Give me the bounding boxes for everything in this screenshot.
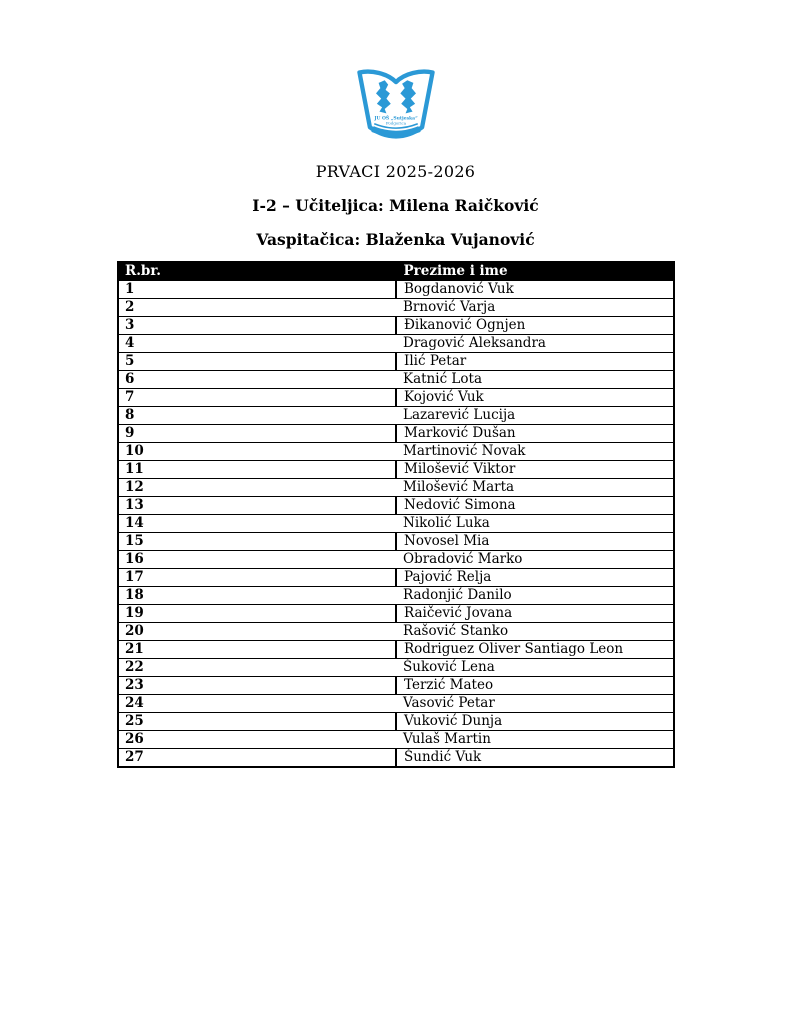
row-number: 6 [118,371,396,389]
table-row [118,461,674,479]
student-name: Marković Dušan [396,425,674,443]
student-name: Vasović Petar [396,695,674,713]
roster-table-head [118,262,674,281]
table-row [118,407,674,425]
logo-school-name: JU OŠ „Sutjeska“ [373,116,418,122]
row-number: 25 [118,713,396,731]
student-name: Vulaš Martin [396,731,674,749]
row-number: 22 [118,659,396,677]
student-name: Martinović Novak [396,443,674,461]
table-row [118,335,674,353]
row-number: 14 [118,515,396,533]
student-name: Katnić Lota [396,371,674,389]
row-number: 20 [118,623,396,641]
row-number: 7 [118,389,396,407]
row-number: 5 [118,353,396,371]
row-number: 8 [118,407,396,425]
student-name: Rašović Stanko [396,623,674,641]
row-number: 9 [118,425,396,443]
row-number: 3 [118,317,396,335]
class-teacher-line: I-2 – Učiteljica: Milena Raičković [252,196,539,215]
book-outline [359,72,432,137]
row-number: 27 [118,749,396,768]
student-name: Nikolić Luka [396,515,674,533]
row-number: 19 [118,605,396,623]
table-row [118,731,674,749]
row-number: 23 [118,677,396,695]
table-row [118,353,674,371]
student-name: Rodriguez Oliver Santiago Leon [396,641,674,659]
row-number: 16 [118,551,396,569]
student-name: Pajović Relja [396,569,674,587]
table-row [118,281,674,299]
student-name: Milošević Marta [396,479,674,497]
table-row [118,443,674,461]
student-name: Šuković Lena [396,659,674,677]
row-number: 15 [118,533,396,551]
school-logo [0,69,791,149]
row-number: 24 [118,695,396,713]
student-name: Dragović Aleksandra [396,335,674,353]
row-number: 11 [118,461,396,479]
table-row [118,317,674,335]
open-book-logo-icon [352,69,440,149]
student-name: Kojović Vuk [396,389,674,407]
student-name: Vuković Dunja [396,713,674,731]
table-row [118,641,674,659]
table-row [118,623,674,641]
row-number: 26 [118,731,396,749]
row-number: 2 [118,299,396,317]
row-number: 21 [118,641,396,659]
table-row [118,299,674,317]
table-row [118,605,674,623]
student-name: Nedović Simona [396,497,674,515]
student-name: Terzić Mateo [396,677,674,695]
table-row [118,713,674,731]
row-number: 1 [118,281,396,299]
student-name: Brnović Varja [396,299,674,317]
table-row [118,695,674,713]
header-cell-number: R.br. [118,262,396,281]
student-name: Novosel Mia [396,533,674,551]
student-name: Bogdanović Vuk [396,281,674,299]
row-number: 18 [118,587,396,605]
table-row [118,515,674,533]
row-number: 10 [118,443,396,461]
student-name: Raičević Jovana [396,605,674,623]
table-row [118,659,674,677]
header-row [118,262,674,281]
logo-city: Podgorica [385,120,406,126]
row-number: 13 [118,497,396,515]
student-name: Lazarević Lucija [396,407,674,425]
table-row [118,479,674,497]
student-roster-table [117,261,675,768]
table-row [118,497,674,515]
row-number: 4 [118,335,396,353]
header-cell-name: Prezime i ime [396,262,674,281]
student-name: Đikanović Ognjen [396,317,674,335]
student-name: Ilić Petar [396,353,674,371]
table-row [118,551,674,569]
student-name: Obradović Marko [396,551,674,569]
student-name: Milošević Viktor [396,461,674,479]
table-row [118,389,674,407]
roster-table-body [118,281,674,768]
page-title: PRVACI 2025-2026 [315,162,476,181]
table-row [118,425,674,443]
table-row [118,587,674,605]
table-row [118,533,674,551]
table-row [118,371,674,389]
table-row [118,749,674,768]
table-row [118,677,674,695]
row-number: 17 [118,569,396,587]
student-name: Šundić Vuk [396,749,674,768]
table-row [118,569,674,587]
caretaker-line: Vaspitačica: Blaženka Vujanović [256,230,535,249]
row-number: 12 [118,479,396,497]
student-name: Radonjić Danilo [396,587,674,605]
